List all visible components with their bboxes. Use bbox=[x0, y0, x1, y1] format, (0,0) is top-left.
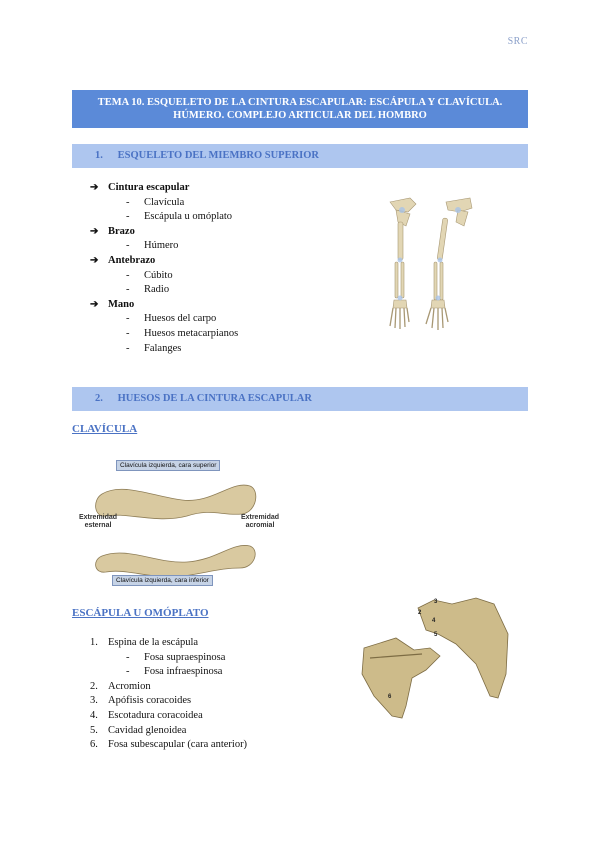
scapula-list bbox=[90, 636, 247, 753]
list-item: 6. Fosa subescapular (cara anterior) bbox=[90, 739, 248, 751]
list-item: 2. Acromion bbox=[90, 680, 151, 692]
list-item: 5. Cavidad glenoidea bbox=[90, 724, 187, 736]
author-initials: SRC bbox=[507, 36, 528, 47]
title-line-2: HÚMERO. COMPLEJO ARTICULAR DEL HOMBRO bbox=[173, 110, 427, 121]
clavicle-heading: CLAVÍCULA bbox=[72, 423, 138, 435]
scapula-heading: ESCÁPULA U OMÓPLATO bbox=[72, 607, 209, 619]
list-item: ➔ Mano bbox=[90, 298, 238, 313]
section-1-header bbox=[72, 144, 528, 168]
clavicle-figure bbox=[72, 458, 292, 588]
list-item: - Cúbito bbox=[126, 269, 173, 281]
scapula-image bbox=[356, 594, 526, 724]
scapula-number-4: 4 bbox=[432, 618, 436, 624]
list-item: ➔ Antebrazo bbox=[90, 254, 238, 269]
upper-limb-list bbox=[90, 181, 238, 356]
clavicle-label-inferior: Clavícula izquierda, cara inferior bbox=[112, 575, 213, 586]
clavicle-label-superior: Clavícula izquierda, cara superior bbox=[116, 460, 220, 471]
section-2-number: 2. bbox=[95, 393, 103, 404]
scapula-number-3: 3 bbox=[434, 599, 438, 605]
list-item: - Fosa infraespinosa bbox=[126, 666, 223, 678]
section-2-title: HUESOS DE LA CINTURA ESCAPULAR bbox=[117, 393, 312, 404]
scapula-number-6: 6 bbox=[388, 694, 392, 700]
scapula-number-2: 2 bbox=[418, 610, 422, 616]
list-item: - Radio bbox=[126, 284, 170, 296]
list-item: - Falanges bbox=[126, 342, 182, 354]
section-1-title: ESQUELETO DEL MIEMBRO SUPERIOR bbox=[117, 150, 320, 161]
list-item: 1. Espina de la escápula bbox=[90, 637, 199, 648]
list-item: - Clavícula bbox=[126, 196, 185, 208]
list-item: ➔ Cintura escapular bbox=[90, 181, 238, 196]
section-1-number: 1. bbox=[95, 150, 103, 161]
arrow-right-icon: ➔ bbox=[90, 254, 99, 266]
list-item: 4. Escotadura coracoidea bbox=[90, 709, 203, 721]
title-line-1: TEMA 10. ESQUELETO DE LA CINTURA ESCAPULAR: ESCÁPULA Y CLAVÍCULA. bbox=[97, 97, 503, 108]
upper-limb-skeleton-image bbox=[376, 192, 486, 332]
clavicle-label-sternal: Extremidad esternal bbox=[78, 514, 118, 529]
clavicle-label-acromial: Extremidad acromial bbox=[240, 514, 280, 529]
scapula-number-5: 5 bbox=[434, 632, 438, 638]
section-2-header bbox=[72, 387, 528, 411]
list-item: - Húmero bbox=[126, 240, 179, 252]
list-item: - Fosa supraespinosa bbox=[126, 651, 226, 663]
list-item: ➔ Brazo bbox=[90, 225, 238, 240]
list-item: - Huesos del carpo bbox=[126, 313, 217, 325]
list-item: 3. Apófisis coracoides bbox=[90, 695, 192, 707]
arrow-right-icon: ➔ bbox=[90, 182, 99, 193]
document-title bbox=[72, 90, 528, 128]
arrow-right-icon: ➔ bbox=[90, 298, 99, 310]
list-item: - Escápula u omóplato bbox=[126, 211, 233, 223]
arrow-right-icon: ➔ bbox=[90, 225, 99, 237]
list-item: - Huesos metacarpianos bbox=[126, 327, 239, 339]
